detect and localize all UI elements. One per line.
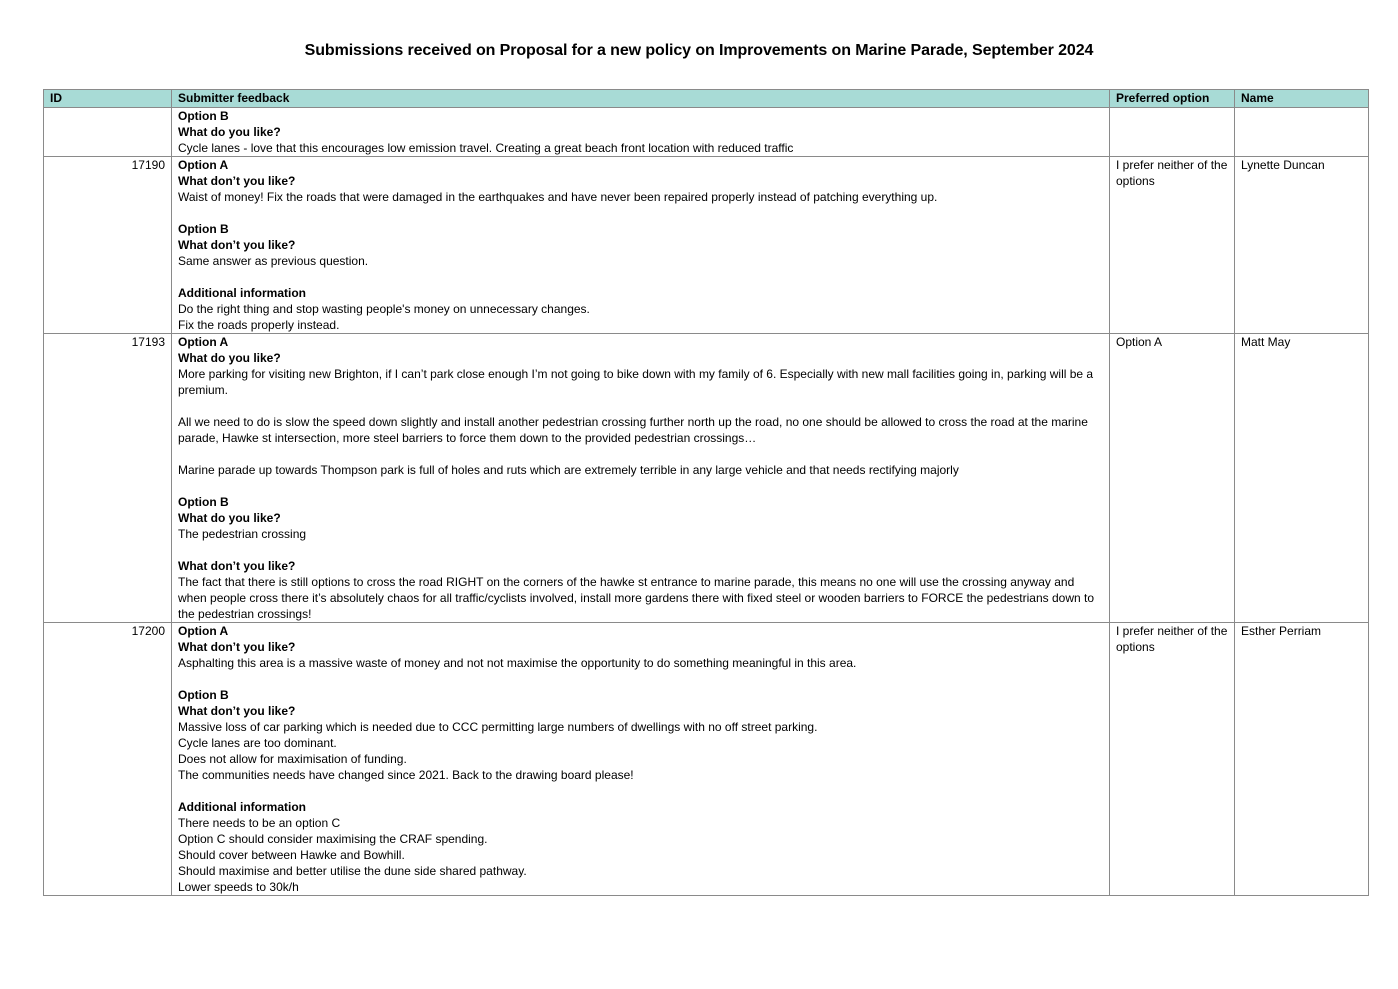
feedback-heading: Option B: [178, 688, 229, 702]
preferred-option: I prefer neither of the options: [1110, 623, 1235, 896]
submission-id: 17190: [44, 157, 172, 334]
feedback-heading: What don’t you like?: [178, 559, 296, 573]
feedback-heading: Option A: [178, 335, 229, 349]
feedback-text: The pedestrian crossing: [178, 527, 307, 541]
submitter-name: [1235, 108, 1369, 157]
feedback-text: Should cover between Hawke and Bowhill.: [178, 848, 405, 862]
feedback-heading: What don’t you like?: [178, 174, 296, 188]
submitter-feedback-cell: [172, 108, 1110, 157]
paragraph-gap: [178, 783, 1103, 799]
feedback-text: Does not allow for maximisation of funding.: [178, 752, 407, 766]
feedback-text: Same answer as previous question.: [178, 254, 369, 268]
feedback-heading: Option B: [178, 222, 229, 236]
feedback-heading: What don’t you like?: [178, 238, 296, 252]
preferred-option: I prefer neither of the options: [1110, 157, 1235, 334]
feedback-heading: Option A: [178, 158, 229, 172]
feedback-text: All we need to do is slow the speed down slightly and install another pedestrian crossing further north up the road, no one should be allowed to cross the road at the marine parade, Hawke st intersection, more steel barriers to force them down to the provided pedestrian crossings…: [178, 415, 1088, 445]
feedback-text: Lower speeds to 30k/h: [178, 880, 299, 894]
feedback-heading: Additional information: [178, 286, 306, 300]
feedback-heading: What do you like?: [178, 511, 281, 525]
paragraph-gap: [178, 205, 1103, 221]
submitter-feedback-cell: [172, 334, 1110, 623]
feedback-text: There needs to be an option C: [178, 816, 341, 830]
column-header-feedback: Submitter feedback: [172, 90, 1110, 108]
table-row: [44, 623, 1369, 896]
feedback-text: Marine parade up towards Thompson park is full of holes and ruts which are extremely terrible in any large vehicle and that needs rectifying majorly: [178, 463, 959, 477]
feedback-text: Waist of money! Fix the roads that were damaged in the earthquakes and have never been repaired properly instead of patching everything up.: [178, 190, 938, 204]
feedback-text: The communities needs have changed since 2021. Back to the drawing board please!: [178, 768, 634, 782]
feedback-text: Option C should consider maximising the CRAF spending.: [178, 832, 488, 846]
feedback-heading: What do you like?: [178, 351, 281, 365]
submitter-name: Matt May: [1235, 334, 1369, 623]
paragraph-gap: [178, 446, 1103, 462]
feedback-text: Massive loss of car parking which is needed due to CCC permitting large numbers of dwellings with no off street parking.: [178, 720, 818, 734]
feedback-heading: What don’t you like?: [178, 640, 296, 654]
submission-id: 17200: [44, 623, 172, 896]
feedback-heading: What do you like?: [178, 125, 281, 139]
column-header-name: Name: [1235, 90, 1369, 108]
table-header-row: [44, 90, 1369, 108]
column-header-preferred-option: Preferred option: [1110, 90, 1235, 108]
submitter-feedback-cell: [172, 623, 1110, 896]
feedback-text: Cycle lanes - love that this encourages low emission travel. Creating a great beach front location with reduced traffic: [178, 141, 794, 155]
paragraph-gap: [178, 542, 1103, 558]
feedback-heading: Additional information: [178, 800, 306, 814]
submission-id: 17193: [44, 334, 172, 623]
paragraph-gap: [178, 269, 1103, 285]
preferred-option: Option A: [1110, 334, 1235, 623]
submission-id: [44, 108, 172, 157]
submitter-feedback-cell: [172, 157, 1110, 334]
table-row: [44, 157, 1369, 334]
paragraph-gap: [178, 478, 1103, 494]
table-row: [44, 108, 1369, 157]
table-row: [44, 334, 1369, 623]
feedback-heading: What don’t you like?: [178, 704, 296, 718]
submitter-name: Esther Perriam: [1235, 623, 1369, 896]
feedback-text: More parking for visiting new Brighton, if I can’t park close enough I’m not going to bike down with my family of 6. Especially with new mall facilities going in, parking will be a premium.: [178, 367, 1094, 397]
feedback-heading: Option A: [178, 624, 229, 638]
feedback-text: Cycle lanes are too dominant.: [178, 736, 337, 750]
table-body: [44, 108, 1369, 896]
feedback-heading: Option B: [178, 495, 229, 509]
feedback-text: Fix the roads properly instead.: [178, 318, 340, 332]
feedback-text: Asphalting this area is a massive waste of money and not not maximise the opportunity to do something meaningful in this area.: [178, 656, 857, 670]
submissions-table: [43, 89, 1369, 896]
page-title: Submissions received on Proposal for a new policy on Improvements on Marine Parade, September 2024: [304, 42, 1094, 59]
preferred-option: [1110, 108, 1235, 157]
column-header-id: ID: [44, 90, 172, 108]
feedback-text: The fact that there is still options to cross the road RIGHT on the corners of the hawke st entrance to marine parade, this means no one will use the crossing anyway and when people cross there it’s absolutely chaos for all traffic/cyclists involved, install more gardens there with fixed steel or wooden barriers to FORCE the pedestrians down to the pedestrian crossings!: [178, 575, 1095, 621]
feedback-text: Should maximise and better utilise the dune side shared pathway.: [178, 864, 527, 878]
submitter-name: Lynette Duncan: [1235, 157, 1369, 334]
feedback-heading: Option B: [178, 109, 229, 123]
paragraph-gap: [178, 398, 1103, 414]
paragraph-gap: [178, 671, 1103, 687]
feedback-text: Do the right thing and stop wasting people's money on unnecessary changes.: [178, 302, 590, 316]
